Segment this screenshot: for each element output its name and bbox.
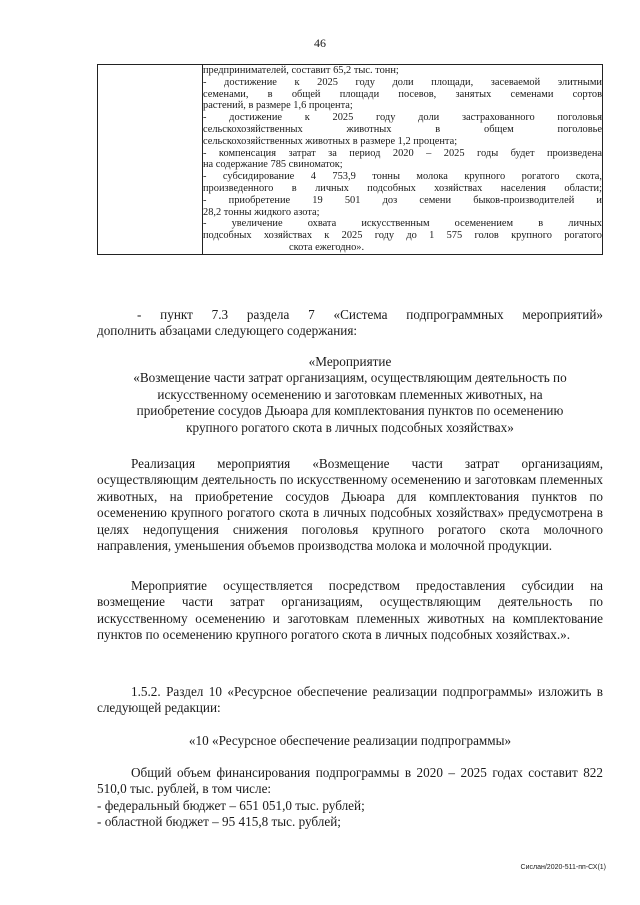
table-line: на содержание 785 свиноматок;	[203, 159, 343, 171]
table-line: сельскохозяйственных животных в размере 1,2 процента;	[203, 135, 458, 147]
table-text-cell	[203, 65, 603, 255]
amendment-line: - пункт 7.3 раздела 7 «Система подпрограммных мероприятий»	[137, 307, 603, 322]
measure-title-line: «Возмещение части затрат организациям, осуществляющим деятельность по	[133, 370, 567, 386]
section-10-title: «10 «Ресурсное обеспечение реализации подпрограммы»	[188, 733, 512, 748]
amendment-paragraph	[97, 307, 603, 340]
budget-item-regional: - областной бюджет – 95 415,8 тыс. рублей;	[97, 814, 341, 830]
table-line: - достижение к 2025 году доли застрахованного поголовья	[203, 112, 602, 124]
table-line: 28,2 тонны жидкого азота;	[203, 206, 320, 218]
footer-code: Сислан/2020-511-пп-СХ(1)	[520, 864, 606, 871]
measure-title-line: приобретение сосудов Дьюара для комплектования пунктов по осеменению	[136, 403, 564, 419]
table-line: - приобретение 19 501 доз семени быков-производителей и	[203, 194, 602, 206]
measure-title-line: крупного рогатого скота в личных подсобных хозяйствах»	[186, 419, 514, 435]
table-line: - достижение к 2025 году доли площади, засеваемой элитными	[203, 76, 602, 88]
measure-title-line: «Мероприятие	[308, 354, 392, 369]
table-empty-cell	[98, 65, 203, 255]
paragraph-implementation: Реализация мероприятия «Возмещение части затрат организациям, осуществляющим деятельность по искусственному осеменению и заготовкам племенных животных, на приобретение сосудов Дьюара для комплектования пунктов по осеменению крупного рогатого скота в личных подсобных хозяйствах» предусмотрена в целях недопущения снижения поголовья крупного рогатого скота молочного направления, уменьшения объемов производства молока и молочной продукции.	[97, 456, 603, 554]
table-line: - субсидирование 4 753,9 тонны молока крупного рогатого скота,	[203, 171, 602, 183]
table-line: растений, в размере 1,6 процента;	[203, 100, 353, 112]
table-line: предпринимателей, составит 65,2 тыс. тонн;	[203, 65, 399, 76]
paragraph-section-10: 1.5.2. Раздел 10 «Ресурсное обеспечение реализации подпрограммы» изложить в следующей редакции:	[97, 684, 603, 716]
budget-item-federal: - федеральный бюджет – 651 051,0 тыс. рублей;	[97, 798, 365, 813]
continuation-table	[97, 64, 603, 255]
paragraph-financing: Общий объем финансирования подпрограммы в 2020 – 2025 годах составит 822 510,0 тыс. рублей, в том числе:	[97, 765, 603, 797]
table-line: произведенного в личных подсобных хозяйствах населения области;	[203, 182, 602, 194]
page-number: 46	[314, 36, 326, 50]
table-line: сельскохозяйственных животных в общем поголовье	[203, 123, 602, 135]
table-line: подсобных хозяйствах к 2025 году до 1 575 голов крупного рогатого	[203, 230, 602, 242]
amendment-line: дополнить абзацами следующего содержания:	[97, 323, 358, 339]
table-line: - компенсация затрат за период 2020 – 2025 годы будет произведена	[203, 147, 602, 159]
table-line: семенами, в общей площади посевов, занятых семенами сортов	[203, 88, 602, 100]
measure-title	[97, 354, 603, 436]
paragraph-subsidy: Мероприятие осуществляется посредством предоставления субсидии на возмещение части затрат организациям, осуществляющим деятельность по искусственному осеменению и заготовкам племенных животных на комплектование пунктов по осеменению крупного рогатого скота в личных подсобных хозяйствах.».	[97, 578, 603, 643]
table-line: скота ежегодно».	[289, 241, 365, 253]
table-line: - увеличение охвата искусственным осеменением в личных	[203, 218, 602, 230]
budget-list	[97, 798, 603, 831]
measure-title-line: искусственному осеменению и заготовкам племенных животных, на	[157, 386, 543, 402]
